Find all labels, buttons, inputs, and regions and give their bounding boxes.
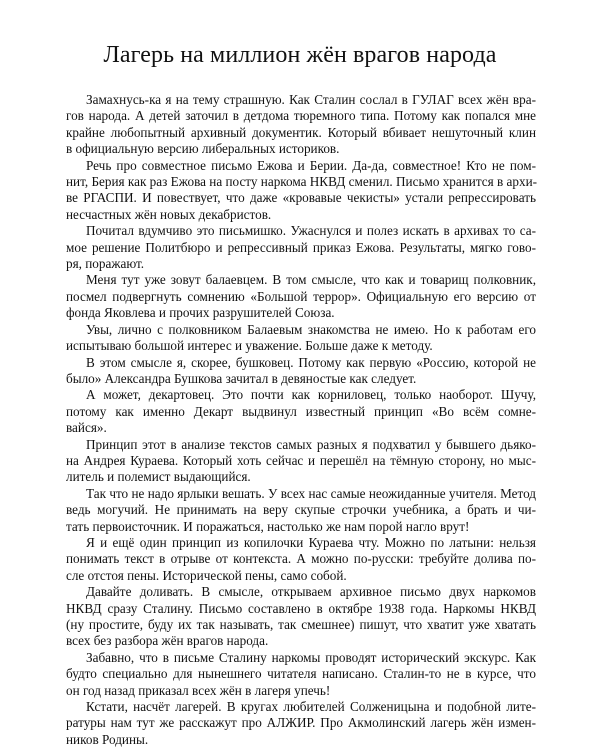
paragraph (66, 699, 536, 748)
paragraph (66, 92, 536, 158)
text-line: В этом смысле я, скорее, бушковец. Потому как первую «Россию, которой не (86, 354, 536, 370)
text-line: гов народа. А детей заточил в детдома тюремного типа. Потому как попался мне (66, 108, 536, 124)
text-line: ря, поражают. (66, 256, 145, 272)
text-line: крайне любопытный архивный документик. Который вбивает нешуточный клин (66, 124, 536, 140)
paragraph (66, 322, 536, 355)
paragraph (66, 584, 536, 650)
text-line: Меня тут уже зовут балаевцем. В том смысле, что как и товарищ полковник, (86, 272, 536, 288)
text-line: Замахнусь-ка я на тему страшную. Как Сталин сослал в ГУЛАГ всех жён вра- (86, 92, 536, 107)
text-line: фонда Яковлева и прочих разрушителей Союза. (66, 305, 335, 321)
text-line: на Андрея Кураева. Который хоть сейчас и перешёл на тёмную сторону, но мыс- (66, 452, 536, 468)
page-title: Лагерь на миллион жён врагов народа (103, 42, 497, 68)
paragraph (66, 486, 536, 535)
paragraph (66, 650, 536, 699)
text-line: Давайте доливать. В смысле, открываем архивное письмо двух наркомов (86, 584, 536, 600)
text-line: Речь про совместное письмо Ежова и Берии. Да-да, совместное! Кто не пом- (86, 157, 536, 173)
text-line: посмел подвергнуть сомнению «Большой террор». Официальную его версию от (66, 288, 536, 304)
text-line: в официальную версию либеральных историков. (66, 141, 340, 157)
paragraph (66, 223, 536, 272)
text-line: вайся». (66, 420, 107, 436)
text-line: потому как именно Декарт выдвинул известный принцип «Во всём сомне- (66, 403, 536, 419)
text-line: ников Родины. (66, 731, 149, 747)
text-line: несчастных жён новых декабристов. (66, 206, 272, 222)
text-line: тать первоисточник. И поражаться, настолько же нам порой нагло врут! (66, 518, 470, 534)
text-line: ведь могучий. Не принимать на веру скупые строчки учебника, а брать и чи- (66, 502, 536, 518)
paragraph (66, 158, 536, 224)
text-line: Кстати, насчёт лагерей. В кругах любителей Солженицына и подобной лите- (86, 699, 536, 715)
text-line: ратуры нам тут же расскажут про АЛЖИР. Про Акмолинский лагерь жён измен- (66, 715, 536, 731)
text-line: НКВД сразу Сталину. Письмо составлено в октябре 1938 года. Наркомы НКВД (66, 600, 536, 616)
text-line: нит, Берия как раз Ежова на посту наркома НКВД сменил. Письмо хранится в архи- (66, 174, 538, 190)
text-line: (ну простите, буду их так называть, так смешнее) пишут, что хватит уже хватать (66, 617, 536, 632)
text-line: он год назад приказал всех жён в лагеря упечь! (66, 682, 331, 698)
text-line: испытываю большой интерес и уважение. Больше даже к методу. (66, 338, 433, 354)
paragraph (66, 387, 536, 436)
text-line: литель и полемист выдающийся. (66, 469, 251, 485)
text-line: Я и ещё один принцип из копилочки Кураева чту. Можно по латыни: нельзя (86, 534, 536, 550)
text-line: ве РГАСПИ. И повествует, что даже «кровавые чекисты» устали репрессировать (66, 190, 536, 206)
article-body (66, 92, 536, 748)
text-line: Принцип этот в анализе текстов самых разных я подхватил у бывшего дьяко- (86, 436, 536, 452)
text-line: понимать текст в отрыве от контекста. А можно по-русски: требуйте долива по- (66, 551, 536, 567)
text-line: А может, декартовец. Это почти как корниловец, только наоборот. Шучу, (86, 387, 536, 403)
text-line: будто специально для нынешнего читателя написано. Сталин-то не в курсе, что (66, 666, 536, 682)
paragraph (66, 272, 536, 321)
text-line: Так что не надо ярлыки вешать. У всех нас самые неожиданные учителя. Метод (86, 485, 536, 501)
text-line: мое решение Политбюро и репрессивный приказ Ежова. Результаты, мягко гово- (66, 239, 536, 255)
text-line: было» Александра Бушкова зачитал в девяностые как следует. (66, 370, 417, 386)
paragraph (66, 535, 536, 584)
paragraph (66, 437, 536, 486)
text-line: Почитал вдумчиво это письмишко. Ужаснулся и полез искать в архивах то са- (86, 223, 536, 239)
text-line: сле отстоя пены. Исторической пены, само собой. (66, 567, 347, 583)
text-line: Забавно, что в письме Сталину наркомы проводят исторический экскурс. Как (86, 649, 536, 665)
text-line: Увы, лично с полковником Балаевым знакомства не имею. Но к работам его (86, 321, 536, 337)
paragraph (66, 355, 536, 388)
text-line: всех без разбора жён врагов народа. (66, 633, 269, 649)
